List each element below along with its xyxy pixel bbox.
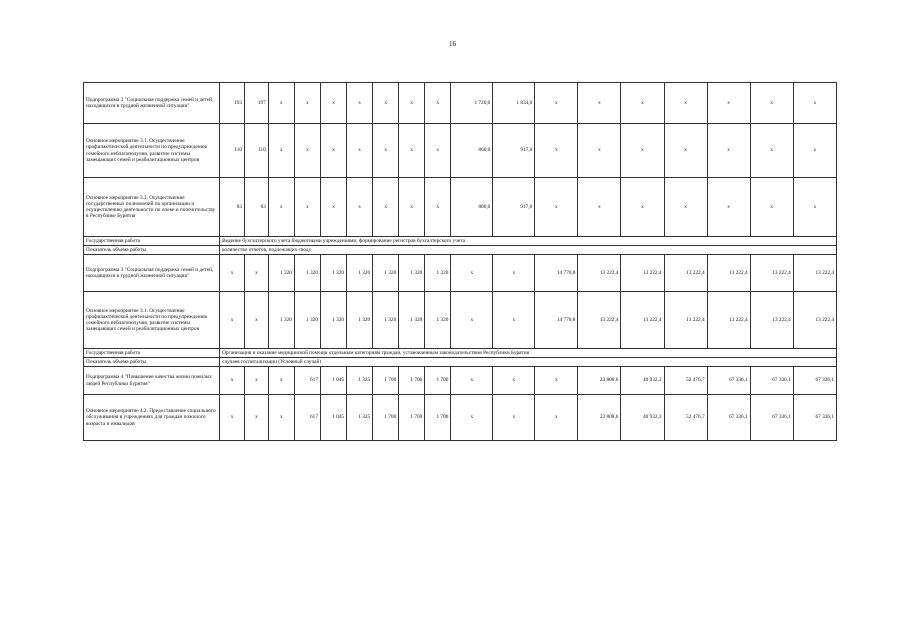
row-label: Основное мероприятие 3.1. Осуществление профилактической деятельности по предупреждению семейного неблагополучия, развитие системы замещающих семей и реабилитационных центров [84,292,220,349]
table-cell: 67 336,1 [793,395,836,441]
table-cell: x [399,83,425,124]
table-cell: 13 222,4 [750,292,793,349]
table-cell: x [451,367,493,395]
table-row-spanning [84,246,837,255]
table-cell: 67 336,1 [750,395,793,441]
table-cell: 13 222,4 [707,255,750,292]
row-label: Основное мероприятие 3.3. Осуществление государственных полномочий по организации и осуществлению деятельности по опеке и попечительству в Республике Бурятия [84,178,220,237]
table-cell: 860,0 [451,124,493,178]
table-cell: 67 336,1 [750,367,793,395]
spanning-text: Ведение бухгалтерского учета бюджетными учреждениями, формирование регистров бухгалтерского учета [220,237,837,246]
table-cell: x [750,124,793,178]
table-cell: x [268,367,294,395]
table-cell: x [793,124,836,178]
table-cell: x [245,292,269,349]
table-cell: x [399,124,425,178]
table-row [84,367,837,395]
table-cell: 13 222,4 [707,292,750,349]
table-cell: x [320,124,346,178]
table-cell: x [707,124,750,178]
table-row [84,255,837,292]
table-cell: 1 700 [425,367,451,395]
table-cell: x [373,83,399,124]
table-cell: 860,0 [451,178,493,237]
table-cell: x [793,178,836,237]
table-cell: 917,0 [493,124,535,178]
table-cell: x [621,178,664,237]
table-cell: 1 320 [373,255,399,292]
table-cell: x [320,83,346,124]
table-cell: 40 932,3 [621,395,664,441]
table-cell: x [493,255,535,292]
table-cell: 13 222,4 [578,292,621,349]
table-cell: x [220,395,245,441]
table-cell: x [664,124,707,178]
table-cell: 1 700 [425,395,451,441]
table-cell: x [294,178,320,237]
table-cell: 1 320 [320,292,346,349]
table-cell: x [578,83,621,124]
table-row-spanning [84,358,837,367]
table-cell: 13 222,4 [664,292,707,349]
table-cell: 617 [294,367,320,395]
row-label: Государственная работа [84,349,220,358]
table-cell: 1 320 [425,292,451,349]
table-cell: x [294,83,320,124]
row-label: Подпрограмма 4 "Повышение качества жизни пожилых людей Республики Бурятия" [84,367,220,395]
table-cell: x [399,178,425,237]
table-cell: 1 700 [399,395,425,441]
table-cell: 1 700 [373,395,399,441]
table-cell: x [664,83,707,124]
table-cell: x [425,124,451,178]
table-cell: 14 770,8 [535,255,578,292]
table-cell: x [245,367,269,395]
spanning-text: Организация и оказание медицинской помощи отдельным категориям граждан, установленным законодательством Республики Бурятия [220,349,837,358]
table-cell: 1 045 [320,395,346,441]
table-cell: x [535,367,578,395]
table-cell: 1 320 [294,255,320,292]
row-label: Показатель объема работы [84,358,220,367]
table-row-spanning [84,349,837,358]
table-cell: x [220,292,245,349]
table-cell: 1 320 [268,292,294,349]
table-cell: 13 222,4 [621,255,664,292]
table-cell: x [493,367,535,395]
row-label: Государственная работа [84,237,220,246]
table-cell: x [621,124,664,178]
table-cell: x [750,178,793,237]
table-cell: 1 045 [320,367,346,395]
table-cell: x [578,124,621,178]
table-cell: 110 [245,124,269,178]
table-cell: 13 222,4 [793,292,836,349]
table-cell: 13 222,4 [621,292,664,349]
table-cell: x [373,178,399,237]
table-cell: x [664,178,707,237]
table-cell: 1 320 [373,292,399,349]
table-cell: x [793,83,836,124]
table-cell: 1 320 [347,255,373,292]
table-cell: 23 808,6 [578,367,621,395]
table-cell: x [493,292,535,349]
spanning-text: количество отчетов, подлежащих своду [220,246,837,255]
table-cell: 1 320 [320,255,346,292]
table-cell: x [621,83,664,124]
data-table [83,82,837,441]
table-cell: 1 320 [294,292,320,349]
table-cell: 1 320 [399,255,425,292]
table-cell: x [425,83,451,124]
row-label: Основное мероприятие 4.2. Предоставление социального обслуживания в учреждениях для граждан пожилого возраста и инвалидов [84,395,220,441]
table-cell: x [535,395,578,441]
table-cell: 13 222,4 [578,255,621,292]
table-cell: x [294,124,320,178]
table-cell: 13 222,4 [750,255,793,292]
table-cell: 1 320 [268,255,294,292]
table-cell: 52 476,7 [664,395,707,441]
table-cell: 1 325 [347,395,373,441]
table-cell: x [425,178,451,237]
table-cell: x [451,255,493,292]
table-cell: x [245,255,269,292]
table-cell: 110 [220,124,245,178]
page-number: 16 [449,40,456,48]
table-cell: x [578,178,621,237]
table-cell: 13 222,4 [664,255,707,292]
table-cell: x [268,83,294,124]
spanning-text: случаев госпитализации (Условный случай) [220,358,837,367]
table-cell: 917,0 [493,178,535,237]
table-cell: 1 325 [347,367,373,395]
table-cell: 1 700 [373,367,399,395]
table-cell: 23 808,6 [578,395,621,441]
table-cell: 67 336,1 [707,367,750,395]
table-cell: x [535,124,578,178]
table-cell: x [493,395,535,441]
table-cell: x [750,83,793,124]
table-cell: 67 336,1 [793,367,836,395]
table-cell: 40 932,3 [621,367,664,395]
table-cell: 83 [220,178,245,237]
table-cell: 1 320 [425,255,451,292]
table-cell: x [220,255,245,292]
table-cell: x [347,124,373,178]
table-row [84,178,837,237]
table-cell: 197 [245,83,269,124]
table-cell: x [373,124,399,178]
table-cell: x [220,367,245,395]
table-cell: x [707,178,750,237]
row-label: Подпрограмма 3 "Социальная поддержка семей и детей, находящихся в трудной жизненной ситуации" [84,255,220,292]
table-cell: x [451,395,493,441]
table-cell: x [535,178,578,237]
table-cell: 14 770,8 [535,292,578,349]
table-cell: 13 222,4 [793,255,836,292]
table-cell: x [451,292,493,349]
row-label: Подпрограмма 3 "Социальная поддержка семей и детей, находящихся в трудной жизненной ситуации" [84,83,220,124]
table-cell: 67 336,1 [707,395,750,441]
table-cell: x [245,395,269,441]
table-row [84,124,837,178]
row-label: Показатель объема работы [84,246,220,255]
table-cell: 83 [245,178,269,237]
table-cell: 1 320 [347,292,373,349]
table-cell: 617 [294,395,320,441]
table-cell: x [347,83,373,124]
table-cell: 52 476,7 [664,367,707,395]
table-cell: x [268,395,294,441]
table-cell: 1 320 [399,292,425,349]
table-row [84,292,837,349]
table-cell: x [535,83,578,124]
table-row-spanning [84,237,837,246]
table-row [84,395,837,441]
table-cell: x [707,83,750,124]
table-cell: x [347,178,373,237]
table-cell: 1 720,0 [451,83,493,124]
row-label: Основное мероприятие 3.1. Осуществление профилактической деятельности по предупреждению семейного неблагополучия, развитие системы замещающих семей и реабилитационных центров [84,124,220,178]
table-cell: x [320,178,346,237]
table-cell: x [268,124,294,178]
table-cell: x [268,178,294,237]
table-row [84,83,837,124]
table-cell: 1 834,0 [493,83,535,124]
table-cell: 193 [220,83,245,124]
table-cell: 1 700 [399,367,425,395]
